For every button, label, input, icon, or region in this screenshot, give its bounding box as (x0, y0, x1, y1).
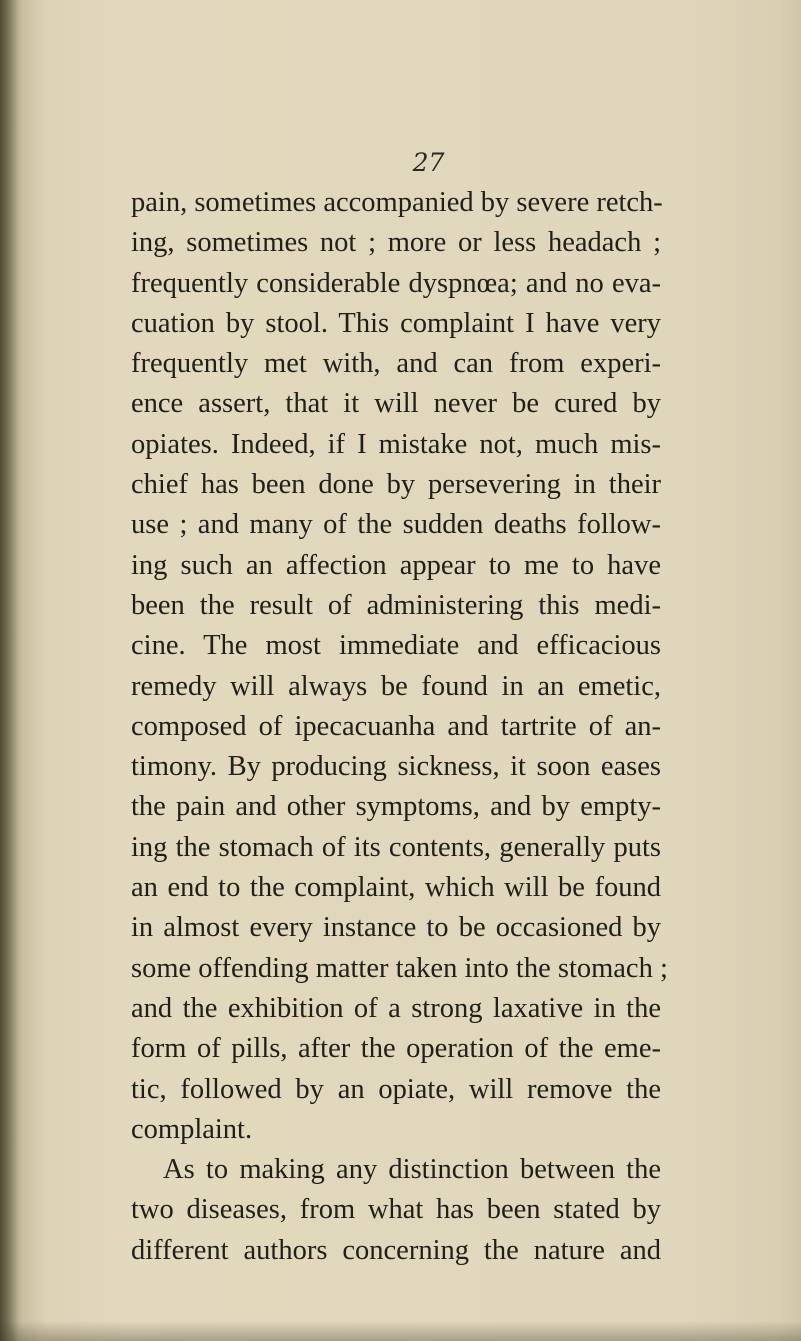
text-line: opiates. Indeed, if I mistake not, much mis- (131, 428, 661, 460)
text-line: some offending matter taken into the stomach ; (131, 952, 668, 984)
text-line: As to making any distinction between the (163, 1154, 661, 1186)
text-line: been the result of administering this medi- (131, 589, 661, 621)
text-line: tic, followed by an opiate, will remove the (131, 1073, 661, 1105)
text-line: different authors concerning the nature and (131, 1234, 661, 1266)
text-line: two diseases, from what has been stated by (131, 1194, 661, 1226)
text-line: ence assert, that it will never be cured by (131, 388, 661, 420)
text-line: ing such an affection appear to me to have (131, 549, 661, 581)
text-line: the pain and other symptoms, and by empty- (131, 791, 661, 823)
text-line: cine. The most immediate and efficacious (131, 630, 661, 662)
text-line: in almost every instance to be occasioned by (131, 912, 661, 944)
text-line: complaint. (131, 1113, 253, 1145)
text-line: frequently met with, and can from experi- (131, 348, 661, 380)
text-line: ing the stomach of its contents, generally puts (131, 831, 661, 863)
text-line: form of pills, after the operation of the eme- (131, 1033, 661, 1065)
body-text (131, 183, 668, 1271)
page-edge-shadow (0, 1321, 801, 1341)
text-line: an end to the complaint, which will be found (131, 872, 661, 904)
text-line: chief has been done by persevering in their (131, 469, 661, 501)
text-line: pain, sometimes accompanied by severe retch- (131, 187, 663, 218)
text-line: cuation by stool. This complaint I have very (131, 307, 661, 339)
text-line: ing, sometimes not ; more or less headach ; (131, 227, 661, 259)
binding-shadow (0, 0, 18, 1341)
text-line: use ; and many of the sudden deaths follow- (131, 509, 661, 541)
text-line: and the exhibition of a strong laxative in the (131, 992, 661, 1024)
page-number: 27 (412, 148, 445, 177)
text-line: timony. By producing sickness, it soon eases (131, 751, 661, 783)
text-line: composed of ipecacuanha and tartrite of an- (131, 710, 661, 742)
text-line: remedy will always be found in an emetic, (131, 670, 661, 702)
text-line: frequently considerable dyspnœa; and no eva- (131, 267, 661, 299)
